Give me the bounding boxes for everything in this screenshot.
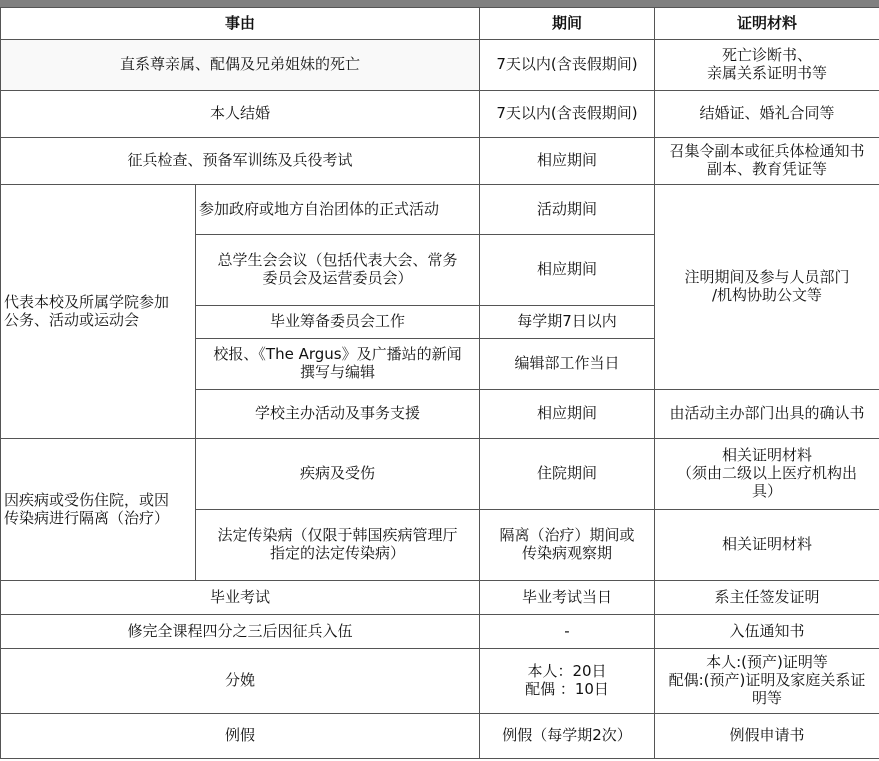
group-reason-cell: 代表本校及所属学院参加 公务、活动或运动会 [1,185,196,439]
period-cell: 编辑部工作当日 [480,339,655,390]
period-cell: 7天以内(含丧假期间) [480,91,655,138]
proof-cell: 例假申请书 [655,714,879,759]
table-row [1,40,879,91]
sub-reason-cell: 校报、《The Argus》及广播站的新闻 撰写与编辑 [196,339,480,390]
sub-reason-cell: 疾病及受伤 [196,439,480,510]
table-row [1,138,879,185]
group-proof-cell: 注明期间及参与人员部门 /机构协助公文等 [655,185,879,390]
proof-cell: 死亡诊断书、 亲属关系证明书等 [655,40,879,91]
period-cell: 每学期7日以内 [480,306,655,339]
reason-cell: 直系尊亲属、配偶及兄弟姐妹的死亡 [1,40,480,91]
proof-cell: 结婚证、婚礼合同等 [655,91,879,138]
table-row [1,439,879,510]
table-row [1,649,879,714]
period-cell: 本人：20日 配偶 ：10日 [480,649,655,714]
reason-cell: 例假 [1,714,480,759]
period-cell: 7天以内(含丧假期间) [480,40,655,91]
table-row [1,615,879,649]
header-period: 期间 [480,8,655,40]
header-proof: 证明材料 [655,8,879,40]
sub-reason-cell: 法定传染病（仅限于韩国疾病管理厅 指定的法定传染病） [196,510,480,581]
period-cell: 相应期间 [480,138,655,185]
reason-cell: 毕业考试 [1,581,480,615]
group-reason-cell: 因疾病或受伤住院，或因 传染病进行隔离（治疗） [1,439,196,581]
table-row [1,581,879,615]
proof-cell: 相关证明材料 [655,510,879,581]
header-reason: 事由 [1,8,480,40]
reason-cell: 本人结婚 [1,91,480,138]
proof-cell: 入伍通知书 [655,615,879,649]
table-row [1,185,879,235]
reason-cell: 修完全课程四分之三后因征兵入伍 [1,615,480,649]
proof-cell: 相关证明材料 （须由二级以上医疗机构出 具） [655,439,879,510]
period-cell: 隔离（治疗）期间或 传染病观察期 [480,510,655,581]
proof-cell: 召集令副本或征兵体检通知书 副本、教育凭证等 [655,138,879,185]
reason-cell: 征兵检查、预备军训练及兵役考试 [1,138,480,185]
period-cell: 活动期间 [480,185,655,235]
table-row [1,714,879,759]
proof-cell: 本人:(预产)证明等 配偶:(预产)证明及家庭关系证 明等 [655,649,879,714]
table-header-row [1,8,879,40]
period-cell: 住院期间 [480,439,655,510]
period-cell: 例假（每学期2次） [480,714,655,759]
period-cell: 相应期间 [480,390,655,439]
proof-cell: 系主任签发证明 [655,581,879,615]
period-cell: 相应期间 [480,235,655,306]
top-bar [0,0,879,7]
period-cell: - [480,615,655,649]
sub-reason-cell: 毕业筹备委员会工作 [196,306,480,339]
reason-cell: 分娩 [1,649,480,714]
period-cell: 毕业考试当日 [480,581,655,615]
leave-reasons-table [0,7,879,759]
sub-reason-cell: 总学生会会议（包括代表大会、常务 委员会及运营委员会） [196,235,480,306]
sub-reason-cell: 参加政府或地方自治团体的正式活动 [196,185,480,235]
sub-reason-cell: 学校主办活动及事务支援 [196,390,480,439]
table-row [1,91,879,138]
proof-cell: 由活动主办部门出具的确认书 [655,390,879,439]
